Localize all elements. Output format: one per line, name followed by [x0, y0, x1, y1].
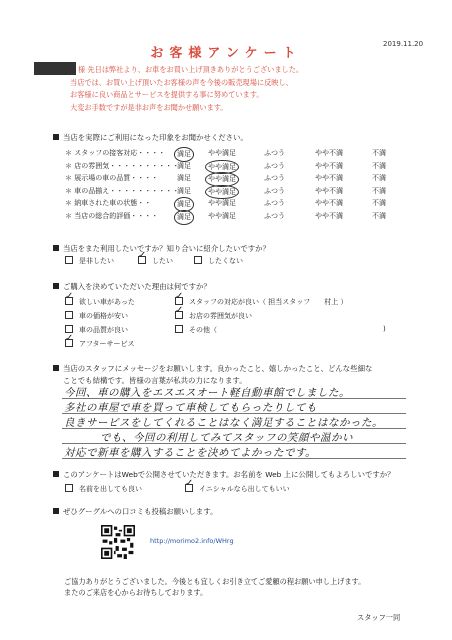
rating-option-selected[interactable]: 満足 [174, 147, 194, 162]
other-close-paren: ) [383, 325, 386, 333]
closing-line: またのご来店を心からお待ちしております。 [64, 587, 208, 597]
rating-option-selected[interactable]: 満足 [174, 210, 194, 225]
rating-option[interactable]: ふつう [264, 186, 285, 195]
closing-text [64, 577, 365, 598]
rating-row-label: ＊ スタッフの接客対応・・・・ [65, 149, 166, 157]
rating-option[interactable]: やや不満 [315, 161, 343, 170]
q4-heading: 当店のスタッフにメッセージをお願いします。良かったこと、嬉しかったこと、どんな些細な [53, 363, 372, 374]
q3-option[interactable]: ✓欲しい車があった [65, 297, 135, 307]
checkbox-checked[interactable] [175, 297, 183, 305]
checkbox-checked[interactable] [65, 297, 73, 305]
rating-row [65, 185, 395, 198]
checkbox[interactable] [65, 325, 73, 333]
rating-row-label: ＊ 店の雰囲気・・・・・・・・・・ [65, 161, 180, 170]
square-bullet-icon [53, 134, 59, 140]
q2-option[interactable]: したくない [194, 256, 243, 266]
rating-option[interactable]: 満足 [177, 174, 191, 183]
intro-line: お客様に良い商品とサービスを提供する事に努めています。 [70, 90, 264, 100]
square-bullet-icon [53, 508, 59, 514]
q2-option[interactable]: 是非したい [65, 256, 114, 266]
rating-row-label: ＊ 車の品揃え・・・・・・・・・・ [65, 186, 180, 195]
rating-option[interactable]: やや満足 [208, 149, 236, 157]
rating-option[interactable]: ふつう [264, 211, 285, 220]
rating-option[interactable]: やや満足 [208, 199, 236, 208]
checkbox[interactable] [194, 256, 202, 264]
rating-option[interactable]: やや不満 [315, 149, 343, 157]
rating-option-selected[interactable]: やや満足 [205, 172, 239, 187]
q3-option[interactable]: ✓お店の雰囲気が良い [175, 311, 252, 321]
rating-option[interactable]: 不満 [372, 199, 386, 208]
intro-line: 当店では、お買い上げ頂いたお客様の声を今後の販売現場に反映し、 [70, 77, 293, 87]
intro-line: 様 先日は弊社より、お車をお買い上げ頂きありがとうございました。 [78, 65, 304, 74]
q3-option[interactable]: 車の価格が安い [65, 311, 128, 321]
checkbox[interactable] [65, 484, 73, 492]
handwritten-message-line: でも、今回の利用してみてスタッフの笑顔や温かい [100, 432, 353, 444]
signature: スタッフ一同 [357, 613, 401, 622]
closing-line: ご協力ありがとうございました。今後とも宜しくお引き立てご愛顧の程お願い申し上げます。 [64, 577, 366, 586]
rating-option-selected[interactable]: やや満足 [205, 160, 239, 175]
rating-option[interactable]: 満足 [177, 161, 191, 170]
rating-option[interactable]: 満足 [177, 186, 191, 195]
rating-row [65, 197, 395, 210]
rating-option-selected[interactable]: やや満足 [205, 185, 239, 200]
rating-option[interactable]: 不満 [372, 161, 386, 170]
rating-option[interactable]: 不満 [372, 211, 386, 220]
rating-option[interactable]: やや満足 [208, 211, 236, 220]
checkbox-checked[interactable] [65, 339, 73, 347]
q5-heading: このアンケートはWebで公開させていただきます。お名前を Web 上に公開してもよろしいですか？ [53, 469, 395, 480]
q5-option[interactable]: ✓ イニシャルなら出してもいい [185, 484, 290, 494]
q3-option[interactable]: ✓スタッフの対応が良い（ 担当スタッフ 村上 ） [175, 297, 347, 307]
rating-option[interactable]: 不満 [372, 186, 386, 195]
q2-option[interactable]: ✓ したい [138, 256, 173, 266]
rating-row [65, 210, 395, 223]
checkbox-checked[interactable] [175, 311, 183, 319]
checkbox[interactable] [65, 256, 73, 264]
rating-row-label: ＊ 納車された車の状態・・ [65, 199, 152, 208]
rating-option[interactable]: 不満 [372, 149, 386, 157]
handwritten-message-line: 対応で新車を購入することを決めてよかったです。 [64, 447, 317, 459]
rating-row [65, 147, 395, 160]
rating-option[interactable]: ふつう [264, 174, 285, 183]
q1-rating-table [65, 147, 395, 223]
rating-option[interactable]: 不満 [372, 174, 386, 183]
q6-heading: ぜひグーグルへの口コミも投稿お願いします。 [53, 506, 217, 517]
handwritten-message-line: 多社の車屋で車を買って車検してもらったりしても [64, 402, 317, 414]
rating-row-label: ＊ 当店の総合的評価・・・・ [65, 211, 159, 220]
checkbox[interactable] [65, 311, 73, 319]
q2-heading: 当店をまた利用したいですか？知り合いに紹介したいですか？ [53, 243, 270, 254]
square-bullet-icon [53, 245, 59, 251]
review-link[interactable]: http://morimo2.info/WHrg [150, 537, 234, 545]
intro-text [70, 64, 410, 114]
q3-heading: ご購入を決めていただいた理由は何ですか？ [53, 281, 211, 292]
rating-row [65, 172, 395, 185]
checkbox[interactable] [175, 325, 183, 333]
rating-row-label: ＊ 展示場の車の品質・・・・ [65, 174, 159, 183]
survey-date: 2019.11.20 [383, 40, 424, 48]
intro-line: 大変お手数ですが是非お声をお聞かせ願います。 [70, 102, 228, 112]
q3-option[interactable]: その他（ [175, 325, 217, 335]
rating-option[interactable]: ふつう [264, 149, 285, 157]
checkbox-checked[interactable] [138, 256, 146, 264]
square-bullet-icon [53, 283, 59, 289]
rating-option[interactable]: ふつう [264, 161, 285, 170]
square-bullet-icon [53, 365, 59, 371]
square-bullet-icon [53, 471, 59, 477]
rating-row [65, 160, 395, 173]
rating-option[interactable]: やや不満 [315, 186, 343, 195]
q3-option[interactable]: 車の品質が良い [65, 325, 128, 335]
qr-code-icon[interactable] [101, 525, 135, 559]
rating-option[interactable]: やや不満 [315, 199, 343, 208]
checkbox-checked[interactable] [185, 484, 193, 492]
rating-option-selected[interactable]: 満足 [174, 197, 194, 212]
rating-option[interactable]: ふつう [264, 199, 285, 208]
handwritten-message-line: 良きサービスをしてくれることはなく満足することはなかった。 [64, 417, 383, 429]
rating-option[interactable]: やや不満 [315, 211, 343, 220]
survey-title: お客様アンケート [150, 46, 302, 61]
q1-heading: 当店を実際にご利用になった印象をお聞かせください。 [53, 132, 248, 143]
q4-heading-line2: ことでも結構です。皆様の言葉が私共の力になります。 [63, 376, 247, 385]
q3-option[interactable]: ✓アフターサービス [65, 339, 135, 349]
rating-option[interactable]: やや不満 [315, 174, 343, 183]
handwritten-message-line: 今回、車の購入をエスエスオート軽自動車館でしました。 [64, 387, 350, 399]
q5-option[interactable]: 名前を出しても良い [65, 484, 142, 494]
